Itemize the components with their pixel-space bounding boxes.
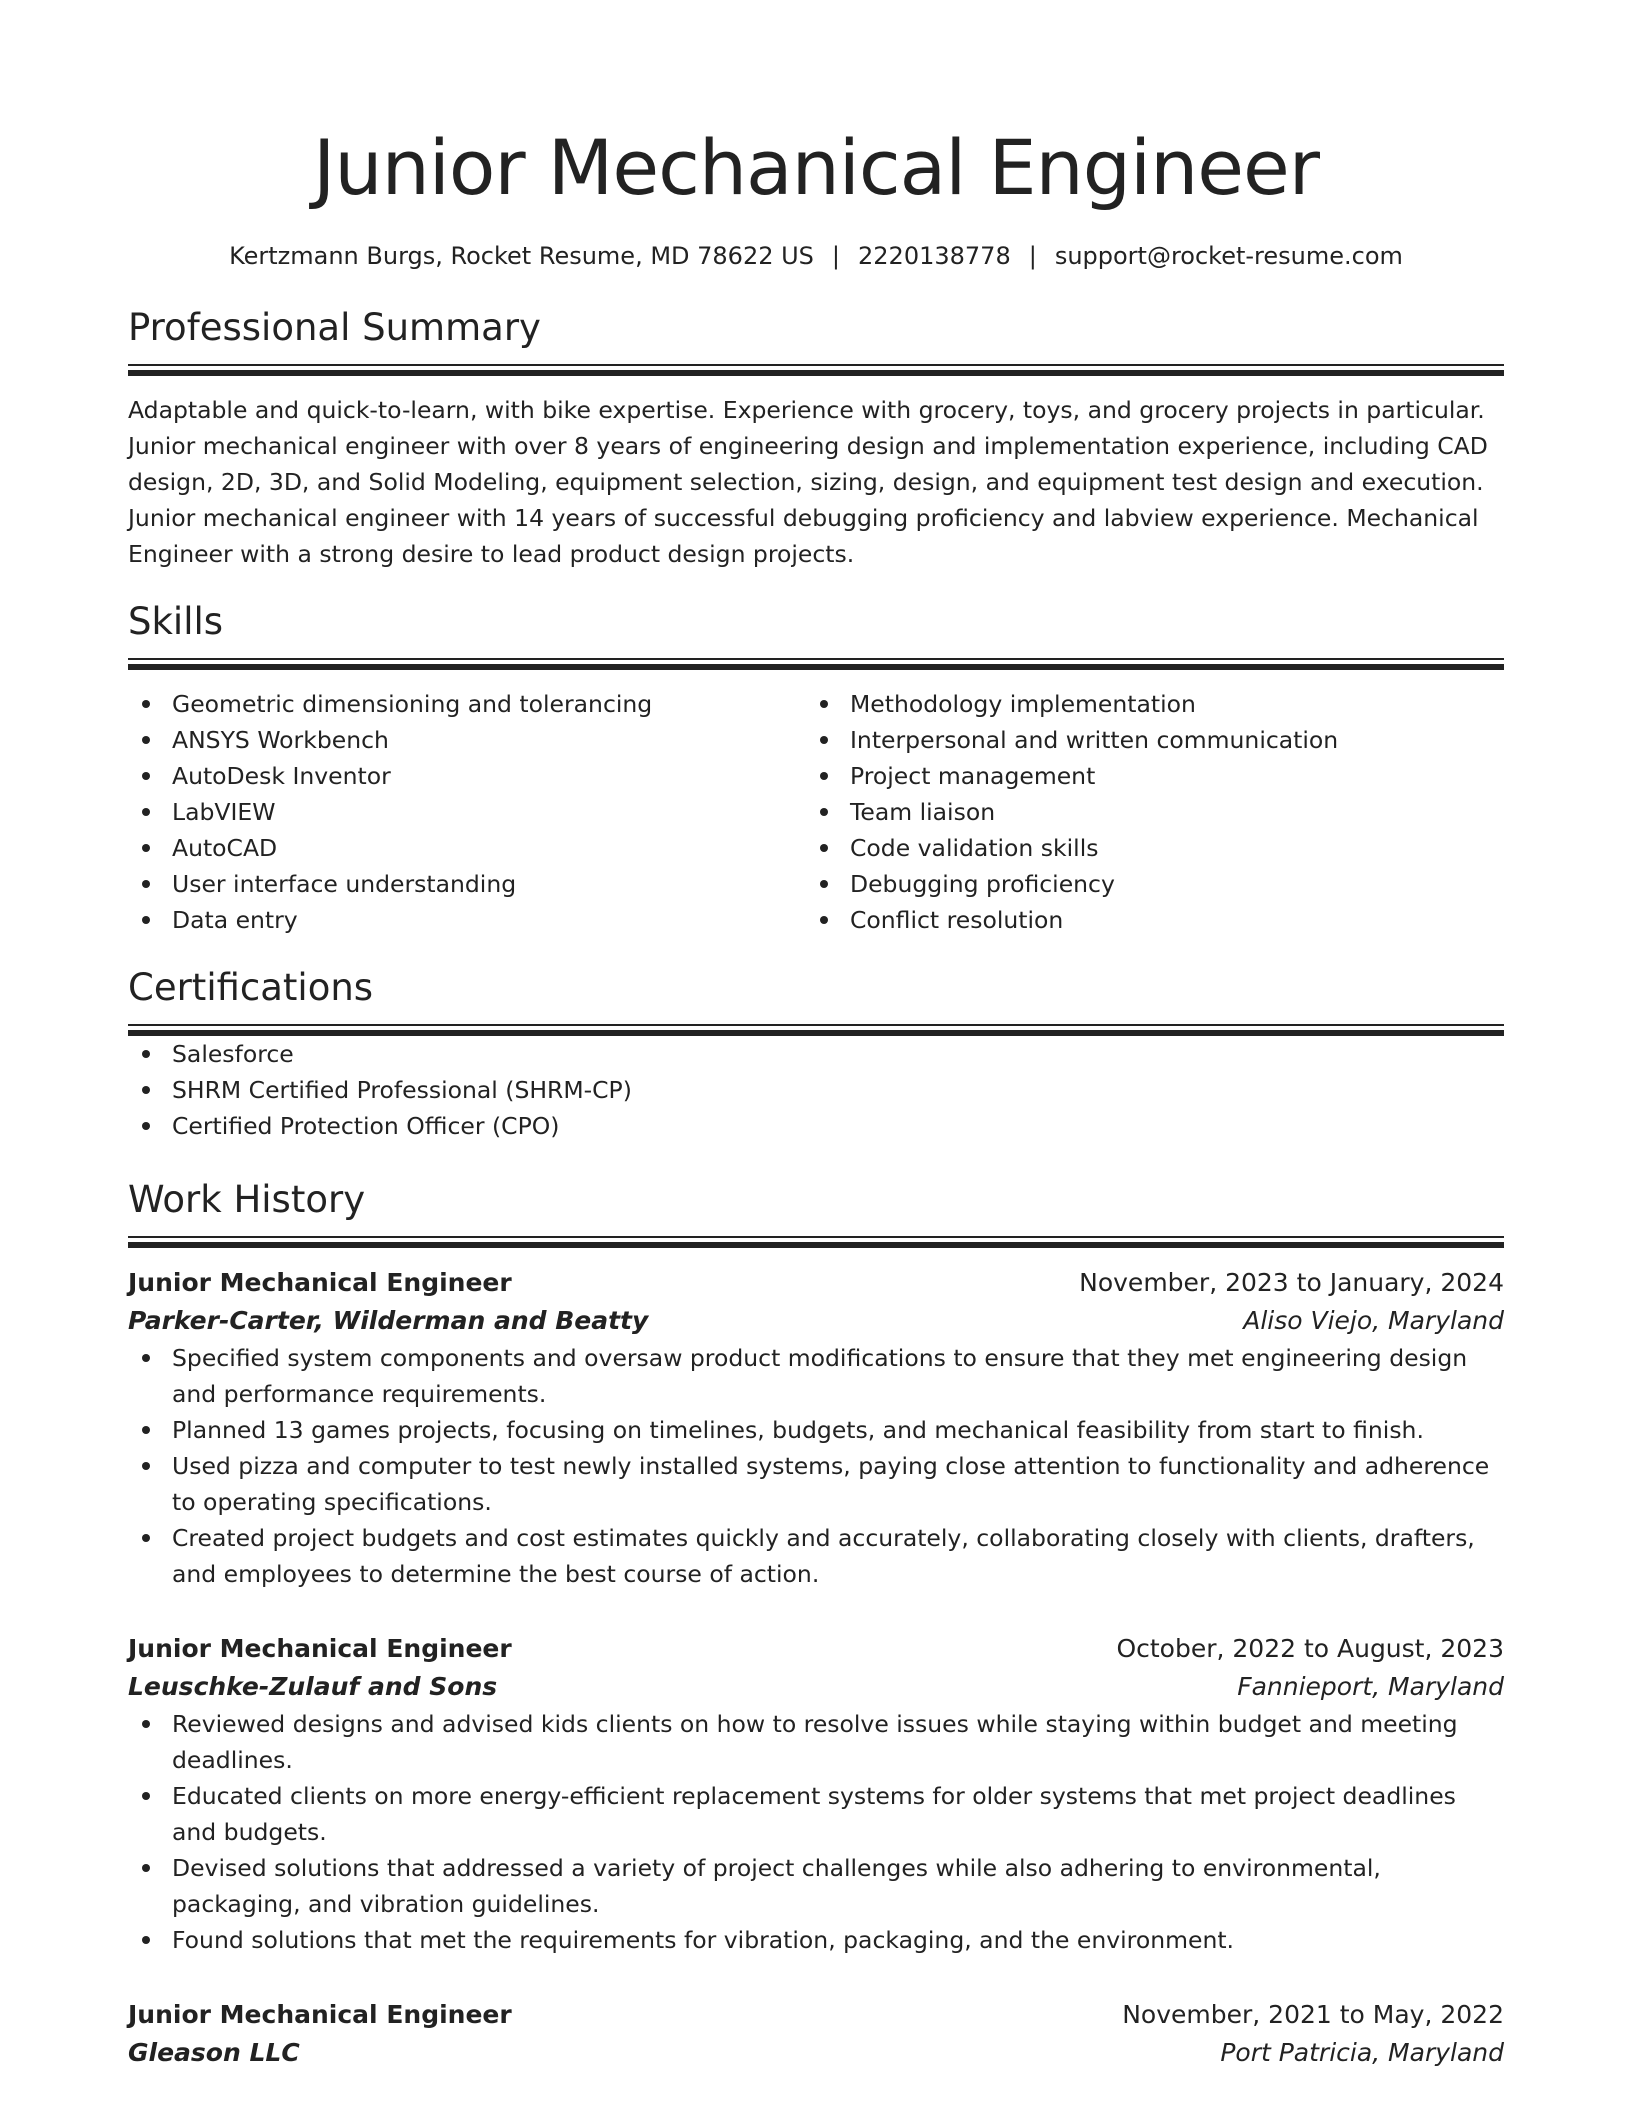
work-history-section — [128, 1176, 1504, 2072]
job-title: Junior Mechanical Engineer — [128, 2000, 512, 2029]
job-duty-item: Used pizza and computer to test newly installed systems, paying close attention to functionality and adherence to operating specifications. — [128, 1448, 1504, 1520]
certification-item: Certified Protection Officer (CPO) — [128, 1108, 1504, 1144]
resume-title: Junior Mechanical Engineer — [312, 123, 1319, 212]
section-heading: Professional Summary — [128, 306, 541, 349]
section-divider — [128, 658, 1504, 670]
section-heading: Work History — [128, 1178, 366, 1221]
skill-item: LabVIEW — [128, 794, 806, 830]
job-duty-item: Created project budgets and cost estimates quickly and accurately, collaborating closely with clients, drafters, and employees to determine the best course of action. — [128, 1520, 1504, 1592]
section-divider — [128, 364, 1504, 376]
contact-phone: 2220138778 — [858, 242, 1011, 270]
certifications-section — [128, 964, 1504, 1144]
job-duties-list — [128, 1340, 1504, 1592]
skills-columns — [128, 686, 1504, 938]
certifications-list — [128, 1036, 1504, 1144]
skill-item: Team liaison — [806, 794, 1484, 830]
skill-item: AutoDesk Inventor — [128, 758, 806, 794]
job-company: Gleason LLC — [128, 2038, 300, 2067]
job-entry — [128, 1996, 1504, 2072]
job-dates: October, 2022 to August, 2023 — [1116, 1634, 1504, 1663]
skill-item: Interpersonal and written communication — [806, 722, 1484, 758]
job-header-row — [128, 1996, 1504, 2034]
skills-list-right — [806, 686, 1484, 938]
job-header-row — [128, 1264, 1504, 1302]
job-company-row — [128, 1302, 1504, 1340]
skill-item: Methodology implementation — [806, 686, 1484, 722]
job-company: Parker-Carter, Wilderman and Beatty — [128, 1306, 649, 1335]
job-location: Fannieport, Maryland — [1237, 1672, 1504, 1701]
section-heading: Certifications — [128, 966, 374, 1009]
contact-email: support@rocket-resume.com — [1054, 242, 1403, 270]
job-duty-item: Devised solutions that addressed a variety of project challenges while also adhering to environmental, packaging, and vibration guidelines. — [128, 1850, 1504, 1922]
job-company-row — [128, 2034, 1504, 2072]
job-duty-item: Found solutions that met the requirements for vibration, packaging, and the environment. — [128, 1922, 1504, 1958]
certification-item: Salesforce — [128, 1036, 1504, 1072]
section-divider — [128, 1024, 1504, 1036]
skills-list-left — [128, 686, 806, 938]
contact-separator: | — [831, 242, 841, 270]
skill-item: ANSYS Workbench — [128, 722, 806, 758]
job-duty-item: Educated clients on more energy-efficient replacement systems for older systems that met project deadlines and budgets. — [128, 1778, 1504, 1850]
job-company: Leuschke-Zulauf and Sons — [128, 1672, 498, 1701]
section-divider — [128, 1236, 1504, 1248]
certification-item: SHRM Certified Professional (SHRM-CP) — [128, 1072, 1504, 1108]
summary-section — [128, 304, 1504, 572]
job-header-row — [128, 1630, 1504, 1668]
job-duty-item: Specified system components and oversaw product modifications to ensure that they met engineering design and performance requirements. — [128, 1340, 1504, 1412]
job-entry — [128, 1264, 1504, 1592]
job-title: Junior Mechanical Engineer — [128, 1268, 512, 1297]
resume-page — [128, 0, 1504, 2072]
job-company-row — [128, 1668, 1504, 1706]
skill-item: AutoCAD — [128, 830, 806, 866]
skill-item: Project management — [806, 758, 1484, 794]
job-location: Aliso Viejo, Maryland — [1243, 1306, 1504, 1335]
job-title: Junior Mechanical Engineer — [128, 1634, 512, 1663]
contact-separator: | — [1028, 242, 1037, 270]
job-dates: November, 2023 to January, 2024 — [1079, 1268, 1504, 1297]
job-duty-item: Reviewed designs and advised kids clients on how to resolve issues while staying within budget and meeting deadlines. — [128, 1706, 1504, 1778]
job-dates: November, 2021 to May, 2022 — [1122, 2000, 1504, 2029]
job-duty-item: Planned 13 games projects, focusing on timelines, budgets, and mechanical feasibility from start to finish. — [128, 1412, 1504, 1448]
contact-line — [128, 240, 1504, 272]
skill-item: Code validation skills — [806, 830, 1484, 866]
skill-item: Geometric dimensioning and tolerancing — [128, 686, 806, 722]
job-duties-list — [128, 1706, 1504, 1958]
skill-item: Data entry — [128, 902, 806, 938]
job-entry — [128, 1630, 1504, 1958]
summary-text: Adaptable and quick-to-learn, with bike expertise. Experience with grocery, toys, and grocery projects in particular. Junior mechanical engineer with over 8 years of engineering design and implementation experience, including CAD design, 2D, 3D, and Solid Modeling, equipment selection, sizing, design, and equipment test design and execution. Junior mechanical engineer with 14 years of successful debugging proficiency and labview experience. Mechanical Engineer with a strong desire to lead product design projects. — [128, 396, 1488, 568]
job-location: Port Patricia, Maryland — [1220, 2038, 1504, 2067]
section-heading: Skills — [128, 600, 224, 643]
skill-item: Debugging proficiency — [806, 866, 1484, 902]
skill-item: User interface understanding — [128, 866, 806, 902]
skill-item: Conflict resolution — [806, 902, 1484, 938]
skills-section — [128, 598, 1504, 938]
contact-address: Kertzmann Burgs, Rocket Resume, MD 78622 US — [229, 242, 814, 270]
